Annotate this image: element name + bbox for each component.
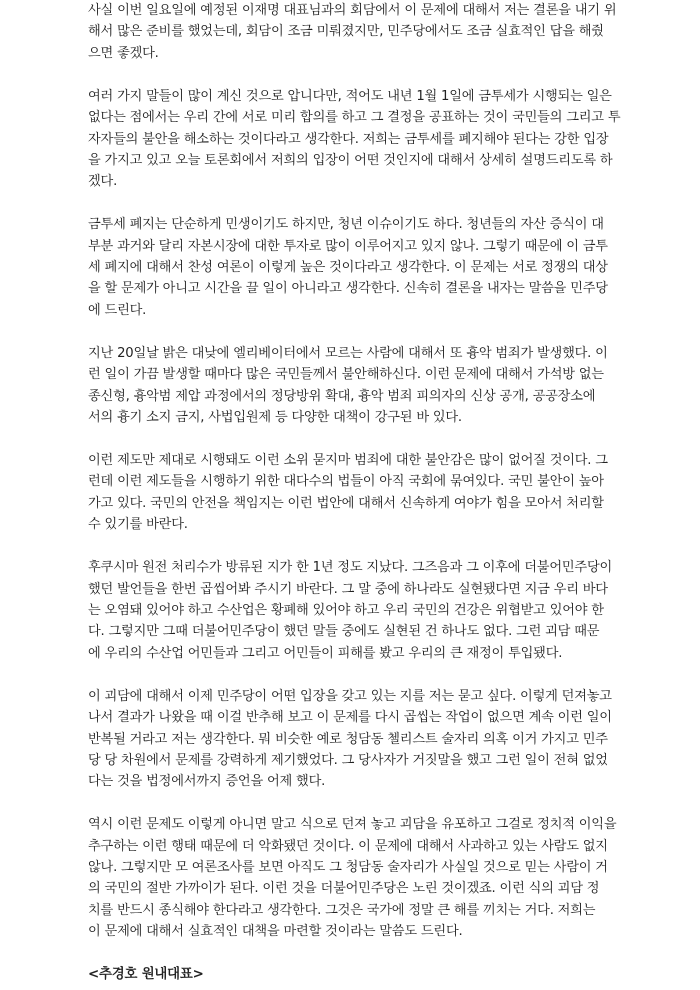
text-line: 이런 제도만 제대로 시행돼도 이런 소위 묻지마 범죄에 대한 불안감은 많이 없어질 것이다. 그	[88, 453, 608, 469]
text-line: 지난 20일날 밝은 대낮에 엘리베이터에서 모르는 사람에 대해서 또 흉악 범죄가 발생했다. 이	[88, 345, 608, 361]
text-line: 가고 있다. 국민의 안전을 책임지는 이런 법안에 대해서 신속하게 여야가 힘을 모아서 처리할	[88, 495, 604, 511]
text-line: 해서 많은 준비를 했었는데, 회담이 조금 미뤄졌지만, 민주당에서도 조금 실효적인 답을 해줬	[88, 24, 604, 40]
text-line: 런데 이런 제도들을 시행하기 위한 대다수의 법들이 아직 국회에 묶여있다. 국민 불안이 높아	[88, 474, 604, 490]
paragraph-8	[88, 814, 648, 942]
text-line: 추구하는 이런 행태 때문에 더 악화됐던 것이다. 이 문제에 대해서 사과하고 있는 사람도 없지	[88, 838, 608, 854]
text-line: 서의 흉기 소지 금지, 사법입원제 등 다양한 대책이 강구된 바 있다.	[88, 410, 462, 426]
text-line: 을 가지고 있고 오늘 토론회에서 저희의 입장이 어떤 것인지에 대해서 상세히 설명드리도록 하	[88, 152, 613, 168]
text-line: 겠다.	[88, 174, 118, 190]
text-line: 에 우리의 수산업 어민들과 그리고 어민들이 피해를 봤고 우리의 큰 재정이 투입됐다.	[88, 645, 563, 661]
text-line: 세 폐지에 대해서 찬성 여론이 이렇게 높은 것이다라고 생각한다. 이 문제는 서로 정쟁의 대상	[88, 260, 608, 276]
paragraph-7	[88, 686, 648, 793]
text-line: 종신형, 흉악범 제압 과정에서의 정당방위 확대, 흉악 범죄 피의자의 신상 공개, 공공장소에	[88, 388, 596, 404]
text-line: 치를 반드시 종식해야 한다라고 생각한다. 그것은 국가에 정말 큰 해를 끼치는 거다. 저희는	[88, 902, 596, 918]
text-line: 역시 이런 문제도 이렇게 아니면 말고 식으로 던져 놓고 괴담을 유포하고 그걸로 정치적 이익을	[88, 817, 617, 833]
text-line: 금투세 폐지는 단순하게 민생이기도 하지만, 청년 이슈이기도 하다. 청년들의 자산 증식이 대	[88, 217, 604, 233]
text-line: 당 당 차원에서 문제를 강력하게 제기했었다. 그 당사자가 거짓말을 했고 그런 일이 전혀 없었	[88, 752, 608, 768]
paragraph-6	[88, 557, 648, 664]
text-line: 없다는 점에서는 우리 간에 서로 미리 합의를 하고 그 결정을 공표하는 것이 국민들의 그리고 투	[88, 110, 621, 126]
paragraph-2	[88, 86, 648, 193]
text-line: 으면 좋겠다.	[88, 45, 159, 61]
text-line: 했던 발언들을 한번 곱씹어봐 주시기 바란다. 그 말 중에 하나라도 실현됐다면 지금 우리 바다	[88, 581, 608, 597]
text-line: 이 괴담에 대해서 이제 민주당이 어떤 입장을 갖고 있는 지를 저는 묻고 싶다. 이렇게 던져놓고	[88, 688, 612, 704]
text-line: 부분 과거와 달리 자본시장에 대한 투자로 많이 이루어지고 있지 않나. 그렇기 때문에 이 금투	[88, 238, 608, 254]
text-line: 이 문제에 대해서 실효적인 대책을 마련할 것이라는 말씀도 드린다.	[88, 924, 463, 940]
paragraph-3	[88, 214, 648, 321]
text-line: 런 일이 가끔 발생할 때마다 많은 국민들께서 불안해하신다. 이런 문제에 대해서 가석방 없는	[88, 367, 604, 383]
text-line: 을 할 문제가 아니고 시간을 끌 일이 아니라고 생각한다. 신속히 결론을 내자는 말씀을 민주당	[88, 281, 608, 297]
text-line: 에 드린다.	[88, 302, 147, 318]
text-line: 여러 가지 말들이 많이 계신 것으로 압니다만, 적어도 내년 1월 1일에 금투세가 시행되는 일은	[88, 88, 612, 104]
text-line: 후쿠시마 원전 처리수가 방류된 지가 한 1년 정도 지났다. 그즈음과 그 이후에 더불어민주당이	[88, 560, 613, 576]
text-line: 반복될 거라고 저는 생각한다. 뭐 비슷한 예로 청담동 첼리스트 술자리 의혹 이거 가지고 민주	[88, 731, 608, 747]
text-line: 수 있기를 바란다.	[88, 517, 188, 533]
text-line: 의 국민의 절반 가까이가 된다. 이런 것을 더불어민주당은 노린 것이겠죠. 이런 식의 괴담 정	[88, 881, 600, 897]
speaker-signature: <추경호 원내대표>	[88, 967, 204, 983]
text-line: 다는 것을 법정에서까지 증언을 어제 했다.	[88, 774, 326, 790]
text-line: 사실 이번 일요일에 예정된 이재명 대표님과의 회담에서 이 문제에 대해서 저는 결론을 내기 위	[88, 3, 617, 18]
text-line: 않나. 그렇지만 모 여론조사를 보면 아직도 그 청담동 술자리가 사실일 것으로 믿는 사람이 거	[88, 860, 608, 876]
text-line: 다. 그렇지만 그때 더불어민주당이 했던 말들 중에도 실현된 건 하나도 없다. 그런 괴담 때문	[88, 624, 600, 640]
text-line: 자자들의 불안을 해소하는 것이다라고 생각한다. 저희는 금투세를 폐지해야 된다는 강한 입장	[88, 131, 609, 147]
document-body	[88, 0, 648, 986]
paragraph-1	[88, 0, 648, 64]
paragraph-4	[88, 343, 648, 429]
text-line: 나서 결과가 나왔을 때 이걸 반추해 보고 이 문제를 다시 곱씹는 작업이 없으면 계속 이런 일이	[88, 710, 612, 726]
text-line: 는 오염돼 있어야 하고 수산업은 황폐해 있어야 하고 우리 국민의 건강은 위협받고 있어야 한	[88, 602, 604, 618]
paragraph-5	[88, 450, 648, 536]
